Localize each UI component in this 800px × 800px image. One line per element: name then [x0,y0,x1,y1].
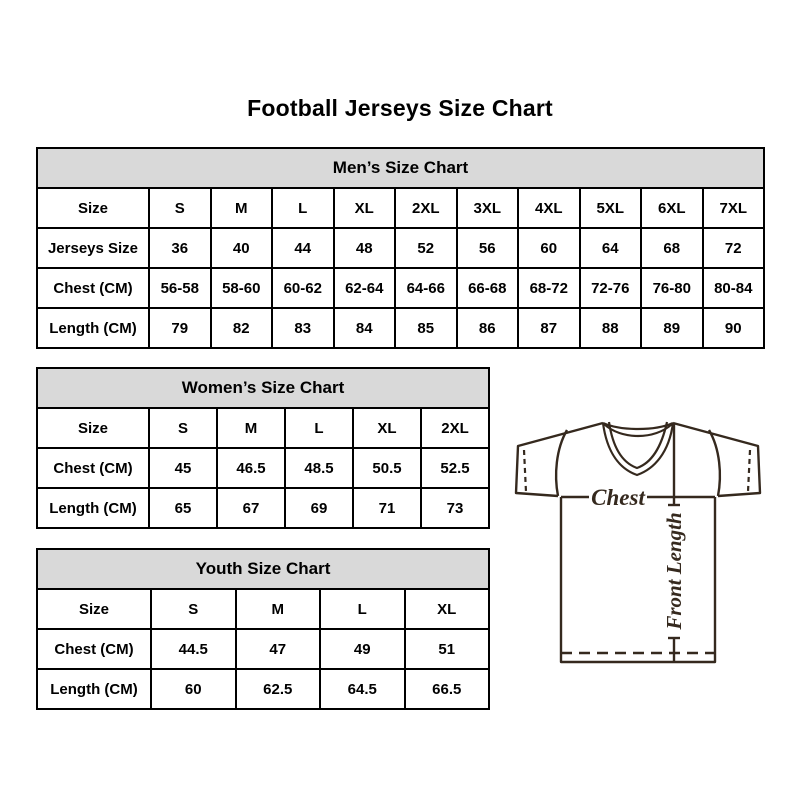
table-title: Women’s Size Chart [37,368,489,408]
size-value-cell: 51 [405,629,490,669]
size-value-cell: 85 [395,308,457,348]
size-value-cell: 60-62 [272,268,334,308]
row-header-cell: Size [37,589,151,629]
table-row [37,408,489,448]
size-value-cell: 48 [334,228,396,268]
table-row [37,228,764,268]
size-value-cell: 56 [457,228,519,268]
size-value-cell: 2XL [421,408,489,448]
size-value-cell: L [285,408,353,448]
chest-label: Chest [591,485,645,510]
size-value-cell: 62.5 [236,669,321,709]
size-value-cell: 47 [236,629,321,669]
jersey-body [561,497,715,662]
size-value-cell: 71 [353,488,421,528]
table-title-row [37,368,489,408]
size-value-cell: 45 [149,448,217,488]
row-header-cell: Chest (CM) [37,629,151,669]
left-cuff-dashed-line [524,450,526,492]
size-value-cell: 79 [149,308,211,348]
size-value-cell: L [320,589,405,629]
size-value-cell: 88 [580,308,642,348]
size-value-cell: 72-76 [580,268,642,308]
size-value-cell: 66-68 [457,268,519,308]
size-value-cell: 86 [457,308,519,348]
size-value-cell: 56-58 [149,268,211,308]
jersey-left-underarm-seam [556,430,567,496]
table-title: Youth Size Chart [37,549,489,589]
table-row [37,488,489,528]
right-cuff-dashed-line [748,450,750,492]
size-value-cell: 3XL [457,188,519,228]
mens-size-table [36,147,765,349]
size-value-cell: 83 [272,308,334,348]
size-value-cell: 64 [580,228,642,268]
size-value-cell: 73 [421,488,489,528]
size-value-cell: 65 [149,488,217,528]
youth-size-table [36,548,490,710]
size-value-cell: S [149,408,217,448]
row-header-cell: Length (CM) [37,669,151,709]
size-value-cell: 4XL [518,188,580,228]
size-value-cell: 52.5 [421,448,489,488]
size-value-cell: L [272,188,334,228]
womens-size-table [36,367,490,529]
size-value-cell: XL [353,408,421,448]
size-value-cell: 84 [334,308,396,348]
table-row [37,268,764,308]
size-value-cell: 49 [320,629,405,669]
table-row [37,629,489,669]
jersey-right-sleeve [673,423,760,496]
size-value-cell: XL [405,589,490,629]
size-value-cell: 69 [285,488,353,528]
size-value-cell: 72 [703,228,765,268]
size-value-cell: 50.5 [353,448,421,488]
size-value-cell: 62-64 [334,268,396,308]
table-row [37,669,489,709]
size-value-cell: 52 [395,228,457,268]
size-value-cell: M [236,589,321,629]
row-header-cell: Size [37,408,149,448]
row-header-cell: Jerseys Size [37,228,149,268]
jersey-right-underarm-seam [709,430,720,496]
size-value-cell: M [211,188,273,228]
size-value-cell: 36 [149,228,211,268]
size-value-cell: 90 [703,308,765,348]
size-value-cell: S [149,188,211,228]
size-value-cell: 80-84 [703,268,765,308]
size-value-cell: 60 [151,669,236,709]
size-value-cell: 89 [641,308,703,348]
table-row [37,188,764,228]
size-value-cell: 68 [641,228,703,268]
jersey-left-sleeve [516,423,603,496]
table-title-row [37,549,489,589]
row-header-cell: Length (CM) [37,308,149,348]
size-value-cell: 82 [211,308,273,348]
row-header-cell: Chest (CM) [37,448,149,488]
row-header-cell: Size [37,188,149,228]
size-value-cell: 46.5 [217,448,285,488]
size-value-cell: 7XL [703,188,765,228]
row-header-cell: Length (CM) [37,488,149,528]
size-value-cell: 40 [211,228,273,268]
size-value-cell: 87 [518,308,580,348]
size-value-cell: 76-80 [641,268,703,308]
size-value-cell: 60 [518,228,580,268]
table-row [37,589,489,629]
row-header-cell: Chest (CM) [37,268,149,308]
table-row [37,448,489,488]
table-title-row [37,148,764,188]
size-value-cell: 2XL [395,188,457,228]
size-value-cell: 5XL [580,188,642,228]
table-row [37,308,764,348]
size-value-cell: 64-66 [395,268,457,308]
size-value-cell: 6XL [641,188,703,228]
table-title: Men’s Size Chart [37,148,764,188]
page-title: Football Jerseys Size Chart [247,95,553,121]
size-value-cell: 48.5 [285,448,353,488]
size-value-cell: 44.5 [151,629,236,669]
front-length-label: Front Length [662,512,686,630]
size-value-cell: S [151,589,236,629]
size-value-cell: 66.5 [405,669,490,709]
jersey-collar [603,422,673,475]
size-value-cell: 68-72 [518,268,580,308]
size-value-cell: 44 [272,228,334,268]
size-value-cell: 58-60 [211,268,273,308]
size-value-cell: M [217,408,285,448]
jersey-measurement-diagram [495,405,765,675]
size-value-cell: 67 [217,488,285,528]
size-value-cell: XL [334,188,396,228]
size-value-cell: 64.5 [320,669,405,709]
